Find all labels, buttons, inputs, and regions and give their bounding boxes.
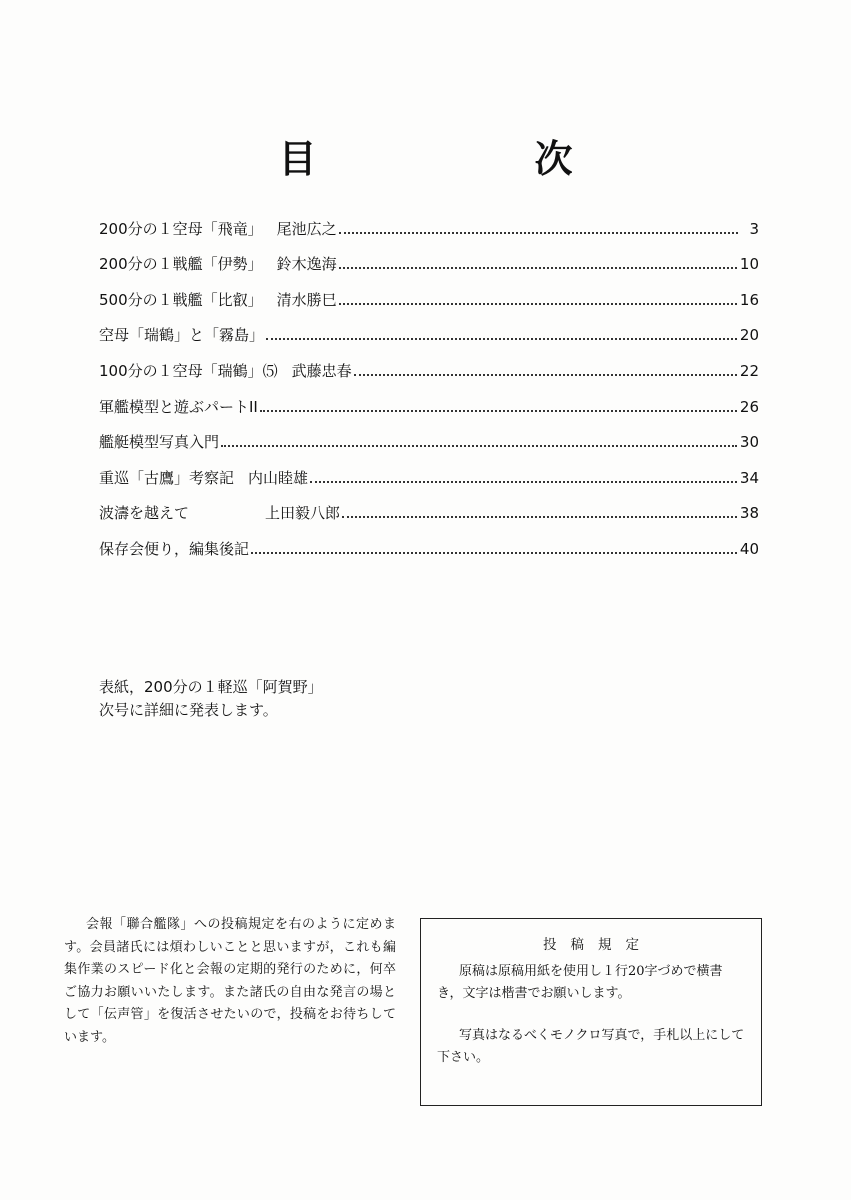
toc-entry	[99, 488, 759, 524]
toc-entry-title: 空母「瑞鶴」と「霧島」	[99, 326, 265, 345]
toc-entry	[99, 203, 759, 239]
toc-entry-author: 内山睦雄	[248, 468, 309, 487]
toc-entry-page: 22	[739, 361, 759, 380]
toc-entry-page: 3	[749, 219, 759, 238]
cover-note-line: 表紙，200分の１軽巡「阿賀野」	[99, 678, 323, 696]
toc-leader-dots	[342, 516, 737, 518]
toc-entry	[99, 523, 759, 559]
toc-entry	[99, 417, 759, 453]
toc-leader-dots	[260, 410, 737, 412]
toc-entry-title: 保存会便り，編集後記	[99, 539, 250, 558]
submission-rules-box	[420, 918, 762, 1106]
toc-entry-author: 上田毅八郎	[265, 504, 341, 523]
toc-entry-title: 艦艇模型写真入門	[99, 433, 220, 452]
toc-entry	[99, 239, 759, 275]
toc-entry-title: 軍艦模型と遊ぶパートII	[99, 397, 258, 416]
toc-entry-title: 波濤を越えて	[99, 504, 190, 523]
toc-entry	[99, 310, 759, 346]
toc-entry	[99, 381, 759, 417]
toc-leader-dots	[251, 552, 737, 554]
toc-leader-dots	[354, 374, 737, 376]
toc-entry-page: 16	[739, 290, 759, 309]
toc-entry-title: 200分の１空母「飛竜」	[99, 219, 263, 238]
cover-note	[99, 676, 323, 722]
toc-entry-title: 200分の１戦艦「伊勢」	[99, 255, 263, 274]
toc-entry-page: 30	[739, 433, 759, 452]
toc-entry-page: 38	[739, 504, 759, 523]
cover-note-line: 次号に詳細に発表します。	[99, 701, 278, 719]
toc-entry-page: 20	[739, 326, 759, 345]
rules-title: 投稿規定	[543, 937, 653, 953]
toc-leader-dots	[339, 232, 738, 234]
toc-entry-author: 尾池広之	[276, 219, 337, 238]
toc-entry	[99, 345, 759, 381]
submission-notice: 会報「聯合艦隊」への投稿規定を右のように定めます。会員諸氏には煩わしいことと思いますが，これも編集作業のスピード化と会報の定期的発行のために，何卒ご協力お願いいたします。また諸氏の自由な発言の場として「伝声管」を復活させたいので，投稿をお待ちしています。	[64, 917, 396, 1045]
table-of-contents	[99, 203, 759, 559]
toc-entry-page: 40	[739, 539, 759, 558]
toc-leader-dots	[266, 338, 737, 340]
toc-entry-title: 重巡「古鷹」考察記	[99, 468, 235, 487]
toc-entry-author: 鈴木逸海	[276, 255, 337, 274]
toc-entry-page: 10	[739, 255, 759, 274]
toc-leader-dots	[221, 445, 737, 447]
toc-leader-dots	[339, 303, 737, 305]
toc-entry	[99, 452, 759, 488]
page-title: 目 次	[278, 137, 663, 181]
rule-text: 原稿は原稿用紙を使用し１行20字づめで横書き，文字は楷書でお願いします。	[437, 964, 723, 1001]
toc-entry-author: 清水勝巳	[276, 290, 337, 309]
toc-entry-page: 26	[739, 397, 759, 416]
toc-entry-author: 武藤忠春	[291, 361, 352, 380]
toc-leader-dots	[339, 267, 737, 269]
toc-entry-page: 34	[739, 468, 759, 487]
toc-entry-title: 100分の１空母「瑞鶴」⑸	[99, 361, 278, 380]
toc-leader-dots	[310, 481, 737, 483]
rule-text: 写真はなるべくモノクロ写真で，手札以上にして下さい。	[437, 1028, 745, 1065]
toc-entry-title: 500分の１戦艦「比叡」	[99, 290, 263, 309]
toc-entry	[99, 274, 759, 310]
